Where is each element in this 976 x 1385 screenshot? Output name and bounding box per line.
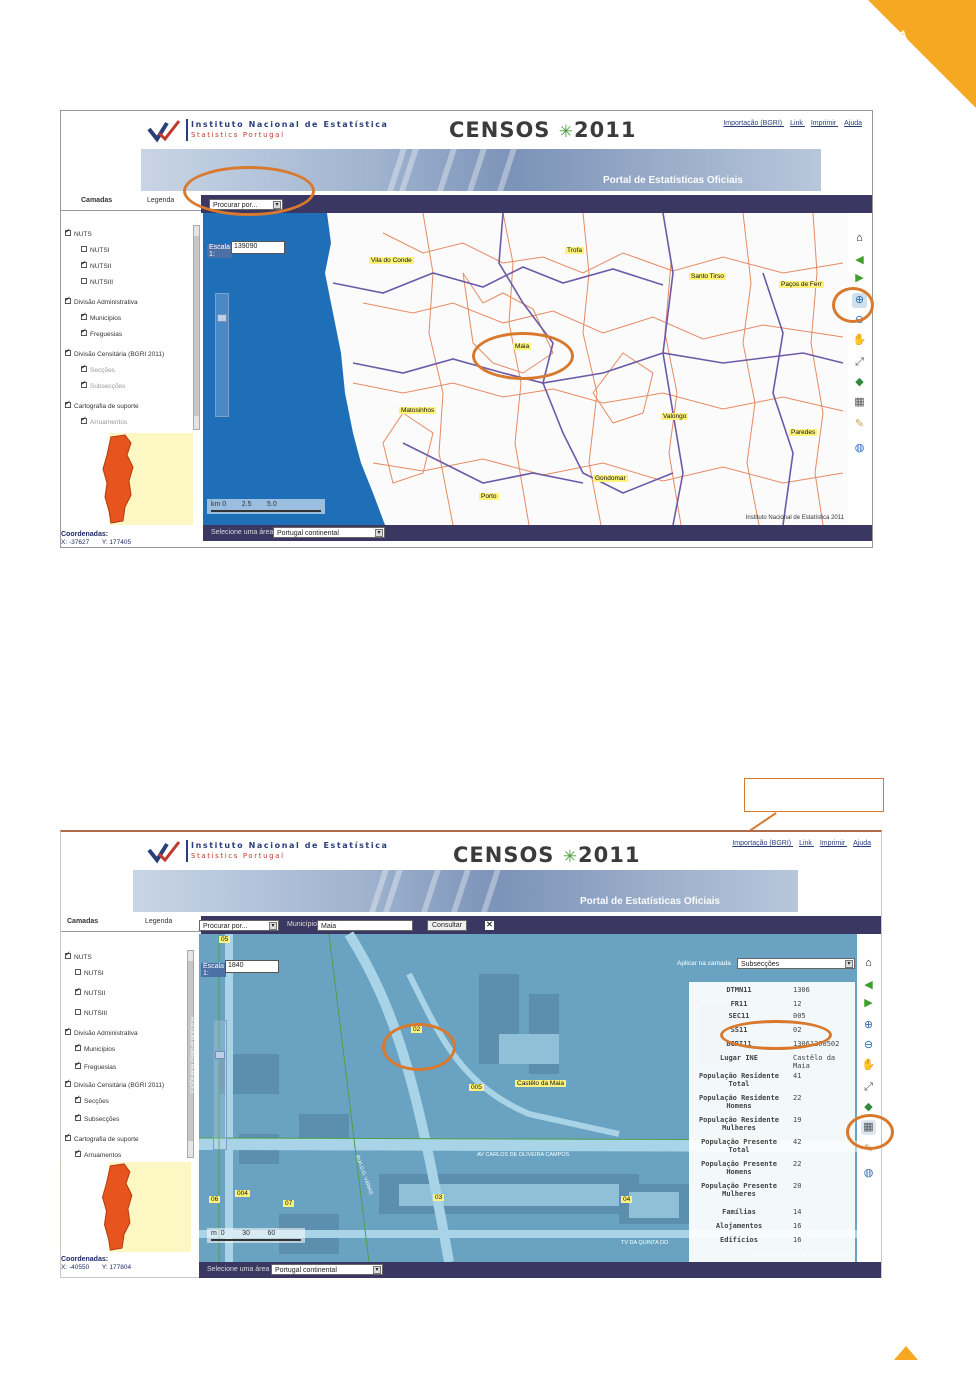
ine-separator: [186, 840, 188, 862]
area-label: Selecione uma área: [211, 529, 274, 536]
highlight-ring: [382, 1023, 456, 1071]
close-icon[interactable]: ✕: [486, 920, 493, 929]
layer-nuts[interactable]: ✓NUTS: [65, 954, 92, 961]
place-label: Castêlo da Maia: [517, 1080, 564, 1087]
municipio-input[interactable]: Maia: [317, 920, 413, 931]
banner-title: Portal de Estatísticas Oficiais: [579, 896, 720, 907]
ine-subtitle: Statistics Portugal: [191, 852, 285, 860]
info-key: População Presente Mulheres: [701, 1182, 777, 1198]
info-value: 19: [793, 1116, 802, 1124]
layers-icon[interactable]: ◆: [864, 1101, 873, 1113]
place-label: Paços de Ferr: [781, 281, 822, 288]
info-key: População Residente Mulheres: [698, 1116, 780, 1132]
layer-subseccoes[interactable]: ✓Subsecções: [81, 383, 125, 390]
link-imprimir[interactable]: Imprimir: [819, 840, 846, 847]
table-icon[interactable]: ▦: [861, 1120, 876, 1135]
info-value: 12: [793, 1000, 802, 1008]
layer-nuts2[interactable]: ✓NUTSII: [75, 990, 105, 997]
area-bar: [199, 1262, 881, 1278]
forward-arrow-icon[interactable]: ▶: [864, 997, 873, 1009]
info-key: Famílias: [722, 1208, 756, 1216]
portugal-map-icon: [61, 433, 193, 525]
search-select[interactable]: Procurar por... ▾: [199, 920, 279, 931]
info-key: População Presente Homens: [701, 1160, 777, 1176]
place-label: Porto: [481, 493, 497, 500]
street-label: RUA D.O. VÁRIAS: [353, 1154, 374, 1196]
top-links: [717, 120, 862, 127]
layer-div-admin[interactable]: ✓Divisão Administrativa: [65, 1030, 138, 1037]
info-value: 22: [793, 1094, 802, 1102]
zoom-slider[interactable]: [215, 293, 229, 417]
link-link[interactable]: Link: [799, 840, 812, 847]
app-header: [61, 111, 872, 147]
zoom-slider[interactable]: [213, 1020, 227, 1150]
highlight-ring: [832, 287, 874, 323]
info-key: Alojamentos: [715, 1222, 763, 1230]
info-value: 16: [793, 1222, 802, 1230]
ine-logo-icon: [147, 838, 183, 866]
layer-municipios[interactable]: ✓Municípios: [81, 315, 121, 322]
measure-ruler-icon[interactable]: ✎: [854, 418, 865, 430]
consultar-button[interactable]: Consultar: [427, 920, 467, 931]
coordinates-readout: Coordenadas: X: -40550 Y: 177804: [61, 1256, 132, 1271]
place-label: Santo Tirso: [691, 273, 724, 280]
area-select[interactable]: Portugal continental ▾: [273, 527, 385, 538]
subsection-tag: 07: [285, 1200, 293, 1207]
layer-nuts1[interactable]: NUTSI: [75, 970, 104, 977]
info-key: FR11: [730, 1000, 748, 1008]
table-icon[interactable]: ▦: [854, 396, 865, 408]
layer-freguesias[interactable]: ✓Freguesias: [81, 331, 122, 338]
tab-camadas[interactable]: Camadas: [81, 197, 113, 204]
info-value: 22: [793, 1160, 802, 1168]
info-key: População Presente Total: [701, 1138, 777, 1154]
chevron-down-icon: ▾: [273, 201, 281, 209]
home-icon[interactable]: ⌂: [865, 957, 872, 969]
layer-nuts3[interactable]: NUTSIII: [75, 1010, 107, 1017]
pan-hand-icon[interactable]: ✋: [852, 334, 867, 346]
link-link[interactable]: Link: [790, 120, 803, 127]
link-importacao[interactable]: Importação (BGRI): [732, 840, 792, 847]
layer-nuts2[interactable]: ✓NUTSII: [81, 263, 111, 270]
top-links: [726, 840, 871, 847]
map-canvas[interactable]: 05 02 005 06 004 07 03 04 Castêlo da Maia AV CARLOS DE OLIVEIRA CAMPOS TV DA QUINTA DO RUA DOM AFONSO HENRIQUES RUA D.O. VÁRIAS Escala 1: 1840 m 0 30 60 Aplicar na camada Subsecções ▾: [199, 934, 855, 1262]
subsection-tag: 005: [471, 1084, 482, 1091]
highlight-ring: [846, 1114, 894, 1150]
link-ajuda[interactable]: Ajuda: [844, 120, 862, 127]
place-label: Matosinhos: [401, 407, 435, 414]
scale-bar: km 0 2.5 5.0: [207, 499, 325, 514]
municipio-label: Município: [287, 921, 317, 928]
info-value: 02: [793, 1026, 802, 1034]
scale-bar: m 0 30 60: [207, 1228, 305, 1243]
info-key: População Residente Homens: [698, 1094, 780, 1110]
callout-box: [744, 778, 884, 812]
area-label: Selecione uma área: [207, 1266, 270, 1273]
app-header: [61, 832, 881, 868]
search-select[interactable]: Procurar por... ▾: [209, 199, 283, 210]
place-label: Vila do Conde: [371, 257, 412, 264]
area-select[interactable]: Portugal continental ▾: [271, 1264, 383, 1275]
layer-cartografia[interactable]: ✓Cartografia de suporte: [65, 403, 139, 410]
info-key: População Residente Total: [698, 1072, 780, 1088]
search-bar: [201, 916, 881, 934]
info-key: DTMN11: [726, 986, 752, 994]
layer-seccoes[interactable]: ✓Secções: [81, 367, 115, 374]
overview-minimap[interactable]: [61, 1162, 191, 1252]
info-value: 005: [793, 1012, 806, 1020]
censos-logo: CENSOS ✳2011: [449, 118, 637, 142]
chevron-down-icon: ▾: [845, 960, 853, 968]
map-toolbar: [859, 956, 879, 1196]
layer-freguesias[interactable]: ✓Freguesias: [75, 1064, 116, 1071]
place-label: Gondomar: [595, 475, 626, 482]
layers-icon[interactable]: ◆: [855, 376, 864, 388]
layer-arruamentos[interactable]: ✓Arruamentos: [75, 1152, 121, 1159]
layer-div-censitaria[interactable]: ✓Divisão Censitária (BGRI 2011): [65, 1082, 164, 1089]
place-label: Trofa: [567, 247, 582, 254]
link-ajuda[interactable]: Ajuda: [853, 840, 871, 847]
zoom-in-icon[interactable]: ⊕: [852, 293, 867, 308]
subsection-tag: 05: [221, 936, 229, 943]
measure-ruler-icon[interactable]: ✎: [863, 1143, 874, 1155]
ine-title: Instituto Nacional de Estatística: [191, 120, 389, 129]
info-value: 13061200502: [793, 1040, 840, 1048]
coordinates-readout: Coordenadas: X: -37627 Y: 177405: [61, 531, 132, 546]
chevron-down-icon: ▾: [373, 1266, 381, 1274]
info-value: 41: [793, 1072, 802, 1080]
zoom-extent-icon[interactable]: ⤢: [855, 356, 864, 368]
highlight-ring: [720, 1020, 832, 1050]
ine-subtitle: Statistics Portugal: [191, 131, 285, 139]
layer-nuts3[interactable]: NUTSIII: [81, 279, 113, 286]
info-value: 14: [793, 1208, 802, 1216]
info-value: 42: [793, 1138, 802, 1146]
portugal-map-icon: [61, 1162, 191, 1252]
ine-logo-icon: [147, 117, 183, 145]
tab-camadas[interactable]: Camadas: [67, 918, 99, 925]
street-label: AV CARLOS DE OLIVEIRA CAMPOS: [477, 1152, 570, 1158]
subsection-tag: 02: [413, 1026, 421, 1033]
info-value: 20: [793, 1182, 802, 1190]
sidebar-tabs: [61, 195, 201, 211]
chevron-down-icon: ▾: [375, 529, 383, 537]
subsection-tag: 06: [211, 1196, 219, 1203]
map-attribution: Instituto Nacional de Estatística 2011: [745, 515, 844, 521]
info-key: Lugar INE: [720, 1054, 758, 1062]
layer-cartografia[interactable]: ✓Cartografia de suporte: [65, 1136, 139, 1143]
subsection-tag: 03: [435, 1194, 443, 1201]
map-canvas[interactable]: Vila do Conde Trofa Santo Tirso Paços de Ferr Maia Matosinhos Valongo Paredes Gondomar Porto Escala 1: 139090 km 0 2.5 5.0 Instituto Nacional de Estatística 2011: [203, 213, 848, 525]
info-key: Edifícios: [720, 1236, 758, 1244]
layer-arruamentos[interactable]: ✓Arruamentos: [81, 419, 127, 426]
layer-nuts1[interactable]: NUTSI: [81, 247, 110, 254]
layer-div-censitaria[interactable]: ✓Divisão Censitária (BGRI 2011): [65, 351, 164, 358]
apply-layer-select[interactable]: Subsecções ▾: [737, 958, 855, 969]
banner-title: Portal de Estatísticas Oficiais: [602, 175, 743, 186]
map-toolbar: [850, 231, 870, 471]
info-key: SS11: [730, 1026, 748, 1034]
layer-nuts[interactable]: ✓NUTS: [65, 231, 92, 238]
page-corner-triangle: [894, 1346, 918, 1360]
screenshot-map-subseccoes: [60, 830, 882, 1278]
layer-scrollbar[interactable]: [193, 225, 200, 430]
link-importacao[interactable]: Importação (BGRI): [723, 120, 783, 127]
apply-layer-label: Aplicar na camada: [677, 960, 731, 967]
tab-legenda[interactable]: Legenda: [145, 918, 173, 925]
chevron-down-icon: ▾: [269, 922, 277, 930]
home-icon[interactable]: ⌂: [856, 232, 863, 244]
info-value: 16: [793, 1236, 802, 1244]
info-value: 1306: [793, 986, 810, 994]
info-key: SEC11: [728, 1012, 750, 1020]
forward-arrow-icon[interactable]: ▶: [855, 272, 864, 284]
place-label: Paredes: [791, 429, 816, 436]
zoom-extent-icon[interactable]: ⤢: [864, 1081, 873, 1093]
street-label: RUA DOM AFONSO HENRIQUES: [188, 1016, 195, 1094]
pan-hand-icon[interactable]: ✋: [861, 1059, 876, 1071]
back-arrow-icon[interactable]: ◀: [855, 254, 864, 266]
zoom-out-icon[interactable]: ⊖: [854, 314, 865, 326]
layer-subseccoes[interactable]: ✓Subsecções: [75, 1116, 119, 1123]
subsection-tag: 004: [237, 1190, 248, 1197]
link-imprimir[interactable]: Imprimir: [810, 120, 837, 127]
banner: [133, 870, 798, 912]
street-label: TV DA QUINTA DO: [621, 1240, 669, 1246]
overview-minimap[interactable]: [61, 433, 193, 525]
layer-municipios[interactable]: ✓Municípios: [75, 1046, 115, 1053]
info-value: Castêlo da Maia: [793, 1054, 836, 1070]
place-label: Maia: [515, 343, 530, 350]
censos-logo: CENSOS ✳2011: [453, 843, 641, 867]
area-bar: [203, 525, 872, 541]
zoom-out-icon[interactable]: ⊖: [863, 1039, 874, 1051]
ine-separator: [186, 119, 188, 141]
zoom-in-icon[interactable]: ⊕: [863, 1019, 874, 1031]
highlight-ring: [183, 166, 315, 216]
page-number: Fl n.º 47: [855, 27, 915, 86]
tab-legenda[interactable]: Legenda: [147, 197, 175, 204]
globe-icon[interactable]: ◍: [854, 442, 865, 454]
layer-div-admin[interactable]: ✓Divisão Administrativa: [65, 299, 138, 306]
info-key: BGRI11: [726, 1040, 752, 1048]
place-label: Valongo: [663, 413, 687, 420]
ine-title: Instituto Nacional de Estatística: [191, 841, 389, 850]
globe-icon[interactable]: ◍: [863, 1167, 874, 1179]
sidebar-tabs: [61, 916, 201, 932]
back-arrow-icon[interactable]: ◀: [864, 979, 873, 991]
subsection-tag: 04: [623, 1196, 631, 1203]
screenshot-map-municipios: [60, 110, 873, 548]
corner-badge: [826, 0, 976, 110]
highlight-ring: [472, 332, 574, 380]
layer-seccoes[interactable]: ✓Secções: [75, 1098, 109, 1105]
